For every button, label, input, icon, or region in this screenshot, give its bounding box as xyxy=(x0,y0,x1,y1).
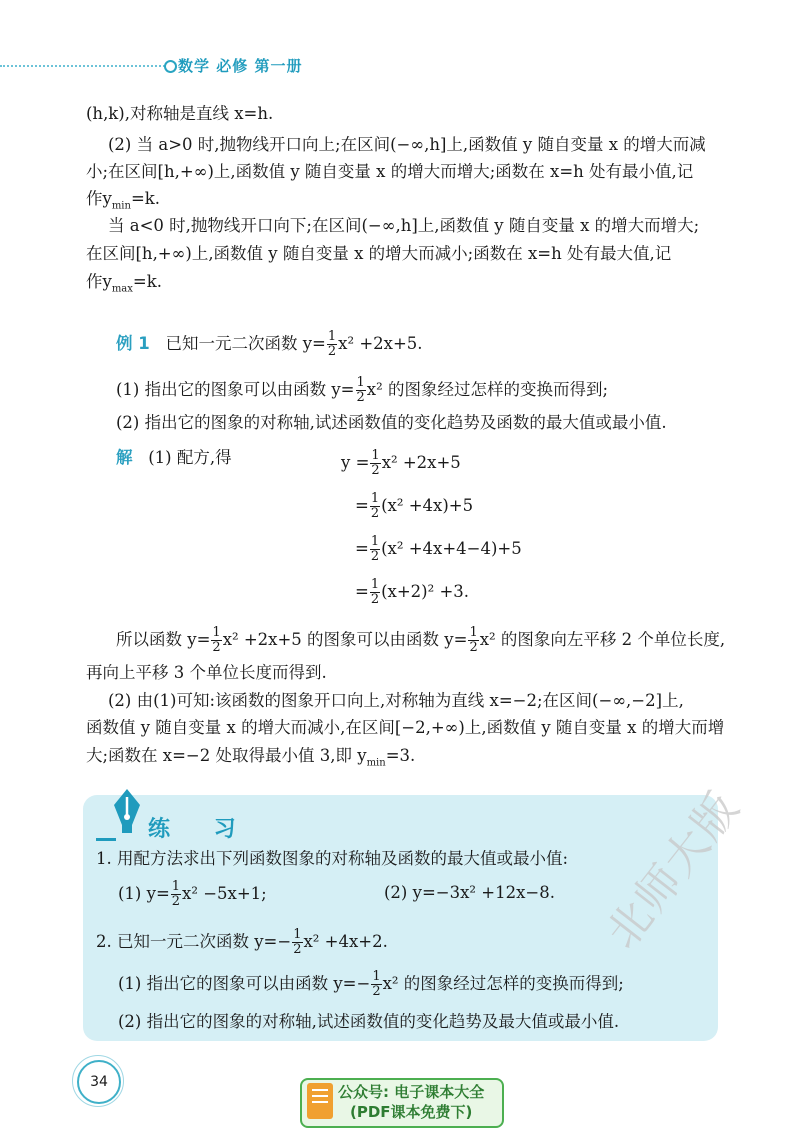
equation-step-4 xyxy=(355,578,469,607)
practice-item-2a xyxy=(118,970,624,999)
running-header: 数学 必修 第一册 xyxy=(178,57,303,75)
example-label: 例 1 xyxy=(116,334,150,353)
fraction-half xyxy=(370,449,380,478)
p2a-pre: (1) 指出它的图象可以由函数 y=− xyxy=(118,974,371,993)
fraction-half xyxy=(468,626,478,655)
intro-line-4-text: 作y xyxy=(86,189,112,208)
p2a-post: x² 的图象经过怎样的变换而得到; xyxy=(382,974,624,993)
practice-item-1: 1. 用配方法求出下列函数图象的对称轴及函数的最大值或最小值: xyxy=(96,849,569,868)
practice-underline xyxy=(96,838,116,841)
fraction-num: 1 xyxy=(370,491,380,506)
fraction-den: 2 xyxy=(371,463,380,478)
fraction-num: 1 xyxy=(356,375,365,390)
solution-intro xyxy=(116,447,232,469)
practice-item-2b: (2) 指出它的图象的对称轴,试述函数值的变化趋势及最大值或最小值. xyxy=(118,1012,620,1031)
fraction-half xyxy=(371,970,381,999)
q1-post: x² 的图象经过怎样的变换而得到; xyxy=(366,380,609,399)
ymax-subscript: max xyxy=(111,283,133,295)
fraction-den: 2 xyxy=(293,942,302,957)
c1-c: x² 的图象向左平移 2 个单位长度, xyxy=(479,630,726,649)
c5-text: 大;函数在 x=−2 处取得最小值 3,即 y xyxy=(86,746,367,765)
fraction-num: 1 xyxy=(370,534,380,549)
eq4-pre: = xyxy=(355,582,369,601)
fraction-den: 2 xyxy=(356,390,365,405)
fraction-half xyxy=(370,578,380,607)
intro-line-2: (2) 当 a>0 时,抛物线开口向上;在区间(−∞,h]上,函数值 y 随自变量 x 的增大而减 xyxy=(108,135,706,154)
practice-title: 练 习 xyxy=(148,817,254,842)
fraction-num: 1 xyxy=(371,448,380,463)
intro-line-4 xyxy=(86,188,160,217)
fraction-den: 2 xyxy=(370,592,380,607)
example-statement xyxy=(116,330,423,359)
publisher-watermark: 北师大版 xyxy=(596,781,751,959)
example-stmt-post: x² +2x+5. xyxy=(338,334,423,353)
solution-intro-text: (1) 配方,得 xyxy=(148,448,232,467)
example-stmt-pre: 已知一元二次函数 y= xyxy=(165,334,326,353)
eq2-pre: = xyxy=(355,496,369,515)
intro-line-7-end: =k. xyxy=(132,272,162,291)
intro-line-1: (h,k),对称轴是直线 x=h. xyxy=(86,104,274,123)
intro-line-6: 在区间[h,+∞)上,函数值 y 随自变量 x 的增大而减小;函数在 x=h 处有最大值,记 xyxy=(86,244,672,263)
intro-line-7 xyxy=(86,271,162,300)
ymin-subscript: min xyxy=(111,200,131,212)
fraction-half xyxy=(292,928,302,957)
fraction-half xyxy=(370,492,380,521)
fraction-num: 1 xyxy=(469,625,478,640)
fountain-pen-icon xyxy=(110,787,144,835)
fraction-half xyxy=(370,535,380,564)
c5-end: =3. xyxy=(385,746,416,765)
fraction-den: 2 xyxy=(370,506,380,521)
header-dot-icon xyxy=(164,60,177,73)
fraction-den: 2 xyxy=(171,894,181,909)
fraction-half xyxy=(327,330,337,359)
ymin-subscript: min xyxy=(366,757,386,769)
equation-step-3 xyxy=(355,535,522,564)
fraction-den: 2 xyxy=(370,549,380,564)
practice-item-1a xyxy=(118,880,267,909)
conclusion-line-5 xyxy=(86,745,415,774)
fraction-den: 2 xyxy=(327,344,337,359)
fraction-num: 1 xyxy=(372,969,381,984)
intro-line-3: 小;在区间[h,+∞)上,函数值 y 随自变量 x 的增大而增大;函数在 x=h 处有最小值,记 xyxy=(86,162,694,181)
conclusion-line-1 xyxy=(116,626,725,655)
stamp-line-2: (PDF课本免费下) xyxy=(350,1103,473,1121)
eq3-pre: = xyxy=(355,539,369,558)
p1a-pre: (1) y= xyxy=(118,884,170,903)
fraction-num: 1 xyxy=(293,927,302,942)
fraction-num: 1 xyxy=(327,329,337,344)
eq1-pre: y = xyxy=(341,453,370,472)
intro-line-5: 当 a<0 时,抛物线开口向下;在区间(−∞,h]上,函数值 y 随自变量 x 的增大而增大; xyxy=(108,216,700,235)
eq3-post: (x² +4x+4−4)+5 xyxy=(381,539,522,558)
example-question-1 xyxy=(116,376,608,405)
equation-step-1 xyxy=(341,449,461,478)
eq2-post: (x² +4x)+5 xyxy=(381,496,474,515)
fraction-den: 2 xyxy=(469,640,478,655)
fraction-den: 2 xyxy=(212,640,221,655)
conclusion-line-3: (2) 由(1)可知:该函数的图象开口向上,对称轴为直线 x=−2;在区间(−∞,−2]上, xyxy=(108,691,684,710)
p2-post: x² +4x+2. xyxy=(303,932,388,951)
solution-label: 解 xyxy=(116,448,133,467)
fraction-half xyxy=(211,626,221,655)
fraction-num: 1 xyxy=(171,879,181,894)
fraction-half xyxy=(356,376,366,405)
stamp-line-1: 公众号: 电子课本大全 xyxy=(338,1083,485,1101)
fraction-half xyxy=(171,880,181,909)
q1-pre: (1) 指出它的图象可以由函数 y= xyxy=(116,380,355,399)
conclusion-line-4: 函数值 y 随自变量 x 的增大而减小,在区间[−2,+∞)上,函数值 y 随自变量 x 的增大而增 xyxy=(86,718,725,737)
fraction-den: 2 xyxy=(372,984,381,999)
conclusion-line-2: 再向上平移 3 个单位长度而得到. xyxy=(86,663,327,682)
book-icon xyxy=(307,1083,333,1119)
c1-b: x² +2x+5 的图象可以由函数 y= xyxy=(222,630,468,649)
p2-pre: 2. 已知一元二次函数 y=− xyxy=(96,932,292,951)
eq1-post: x² +2x+5 xyxy=(381,453,461,472)
intro-line-7-text: 作y xyxy=(86,272,112,291)
header-rule xyxy=(0,65,168,67)
page-number: 34 xyxy=(77,1060,121,1104)
fraction-num: 1 xyxy=(370,577,380,592)
intro-line-4-end: =k. xyxy=(130,189,161,208)
example-question-2: (2) 指出它的图象的对称轴,试述函数值的变化趋势及函数的最大值或最小值. xyxy=(116,413,667,432)
c1-a: 所以函数 y= xyxy=(116,630,211,649)
p1a-post: x² −5x+1; xyxy=(182,884,267,903)
fraction-num: 1 xyxy=(212,625,221,640)
practice-item-1b: (2) y=−3x² +12x−8. xyxy=(384,883,555,902)
equation-step-2 xyxy=(355,492,473,521)
practice-item-2 xyxy=(96,928,388,957)
eq4-post: (x+2)² +3. xyxy=(381,582,470,601)
